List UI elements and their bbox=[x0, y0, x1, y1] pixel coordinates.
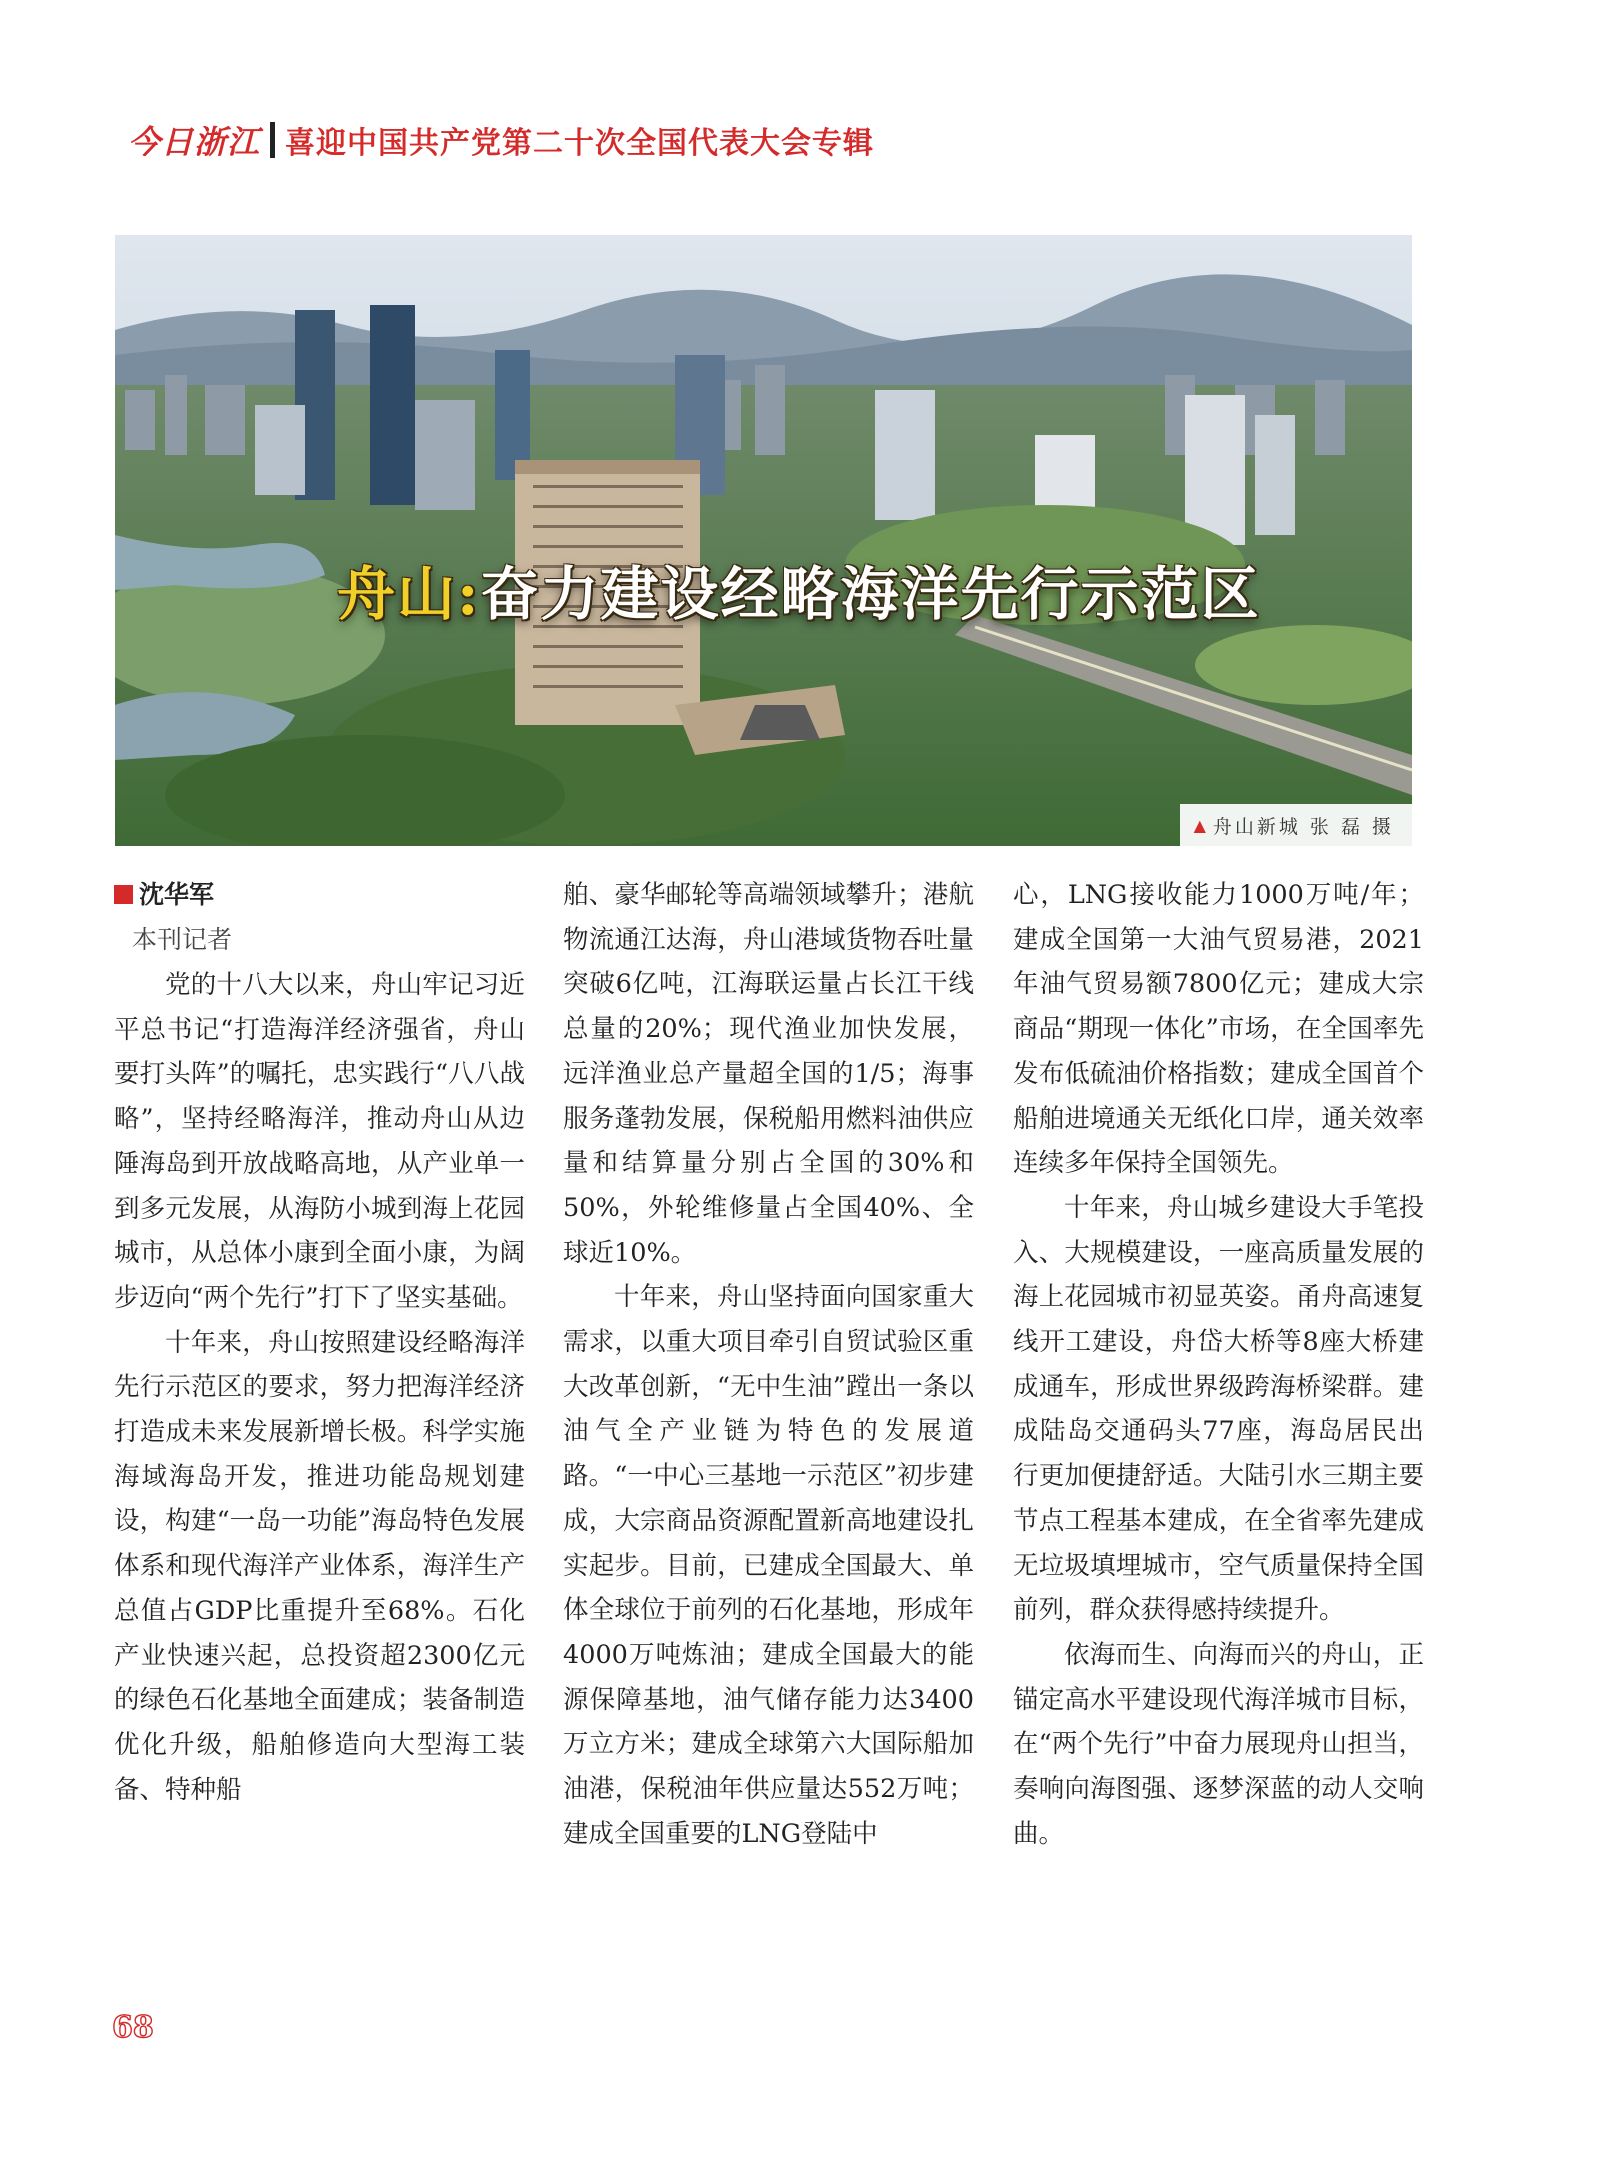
magazine-logo: 今日浙江 bbox=[128, 123, 261, 161]
title-main: 奋力建设经略海洋先行示范区 bbox=[480, 560, 1261, 628]
hero-photo bbox=[115, 235, 1412, 846]
article-title bbox=[337, 547, 1260, 631]
author-line bbox=[114, 873, 525, 917]
paragraph: 十年来，舟山按照建设经略海洋先行示范区的要求，努力把海洋经济打造成未来发展新增长极。科学实施海域海岛开发，推进功能岛规划建设，构建“一岛一功能”海岛特色发展体系和现代海洋产业体系，海洋生产总值占GDP比重提升至68%。石化产业快速兴起，总投资超2300亿元的绿色石化基地全面建成；装备制造优化升级，船舶修造向大型海工装备、特种船 bbox=[114, 1327, 525, 1805]
paragraph: 依海而生、向海而兴的舟山，正锚定高水平建设现代海洋城市目标，在“两个先行”中奋力展现舟山担当，奏响向海图强、逐梦深蓝的动人交响曲。 bbox=[1013, 1639, 1424, 1849]
paragraph: 党的十八大以来，舟山牢记习近平总书记“打造海洋经济强省，舟山要打头阵”的嘱托，忠实践行“八八战略”，坚持经略海洋，推动舟山从边陲海岛到开放战略高地，从产业单一到多元发展，从海防小城到海上花园城市，从总体小康到全面小康，为阔步迈向“两个先行”打下了坚实基础。 bbox=[114, 970, 525, 1313]
title-place-name: 舟山 bbox=[337, 560, 458, 628]
paragraph: 十年来，舟山城乡建设大手笔投入、大规模建设，一座高质量发展的海上花园城市初显英姿。甬舟高速复线开工建设，舟岱大桥等8座大桥建成通车，形成世界级跨海桥梁群。建成陆岛交通码头77座，海岛居民出行更加便捷舒适。大陆引水三期主要节点工程基本建成，在全省率先建成无垃圾填埋城市，空气质量保持全国前列，群众获得感持续提升。 bbox=[1013, 1192, 1424, 1626]
city-aerial-illustration bbox=[115, 235, 1412, 846]
paragraph-continued: 心，LNG接收能力1000万吨/年；建成全国第一大油气贸易港，2021年油气贸易额7800亿元；建成大宗商品“期现一体化”市场，在全国率先发布低硫油价格指数；建成全国首个船舶进境通关无纸化口岸，通关效率连续多年保持全国领先。 bbox=[1013, 880, 1424, 1179]
article-column-2 bbox=[563, 873, 974, 1856]
page-number: 68 bbox=[112, 2010, 154, 2045]
article-column-3 bbox=[1013, 873, 1424, 1856]
author-role: 本刊记者 bbox=[132, 925, 233, 954]
caption-triangle-icon: ▲ bbox=[1193, 815, 1209, 835]
caption-text: 舟山新城 张 磊 摄 bbox=[1212, 815, 1394, 838]
photo-caption bbox=[1180, 804, 1412, 846]
author-square-icon bbox=[114, 885, 133, 904]
paragraph: 十年来，舟山坚持面向国家重大需求，以重大项目牵引自贸试验区重大改革创新，“无中生油”蹚出一条以油气全产业链为特色的发展道路。“一中心三基地一示范区”初步建成，大宗商品资源配置新高地建设扎实起步。目前，已建成全国最大、单体全球位于前列的石化基地，形成年4000万吨炼油；建成全国最大的能源保障基地，油气储存能力达3400万立方米；建成全球第六大国际船加油港，保税油年供应量达552万吨；建成全国重要的LNG登陆中 bbox=[563, 1282, 974, 1849]
special-issue-title: 喜迎中国共产党第二十次全国代表大会专辑 bbox=[285, 126, 875, 161]
title-separator: : bbox=[457, 560, 481, 628]
author-name: 沈华军 bbox=[139, 880, 215, 909]
paragraph-continued: 舶、豪华邮轮等高端领域攀升；港航物流通江达海，舟山港域货物吞吐量突破6亿吨，江海联运量占长江干线总量的20%；现代渔业加快发展，远洋渔业总产量超全国的1/5；海事服务蓬勃发展，保税船用燃料油供应量和结算量分别占全国的30%和50%，外轮维修量占全国40%、全球近10%。 bbox=[563, 880, 974, 1268]
article-column-1 bbox=[114, 873, 525, 1812]
page-header bbox=[128, 112, 874, 168]
header-divider bbox=[270, 122, 275, 158]
